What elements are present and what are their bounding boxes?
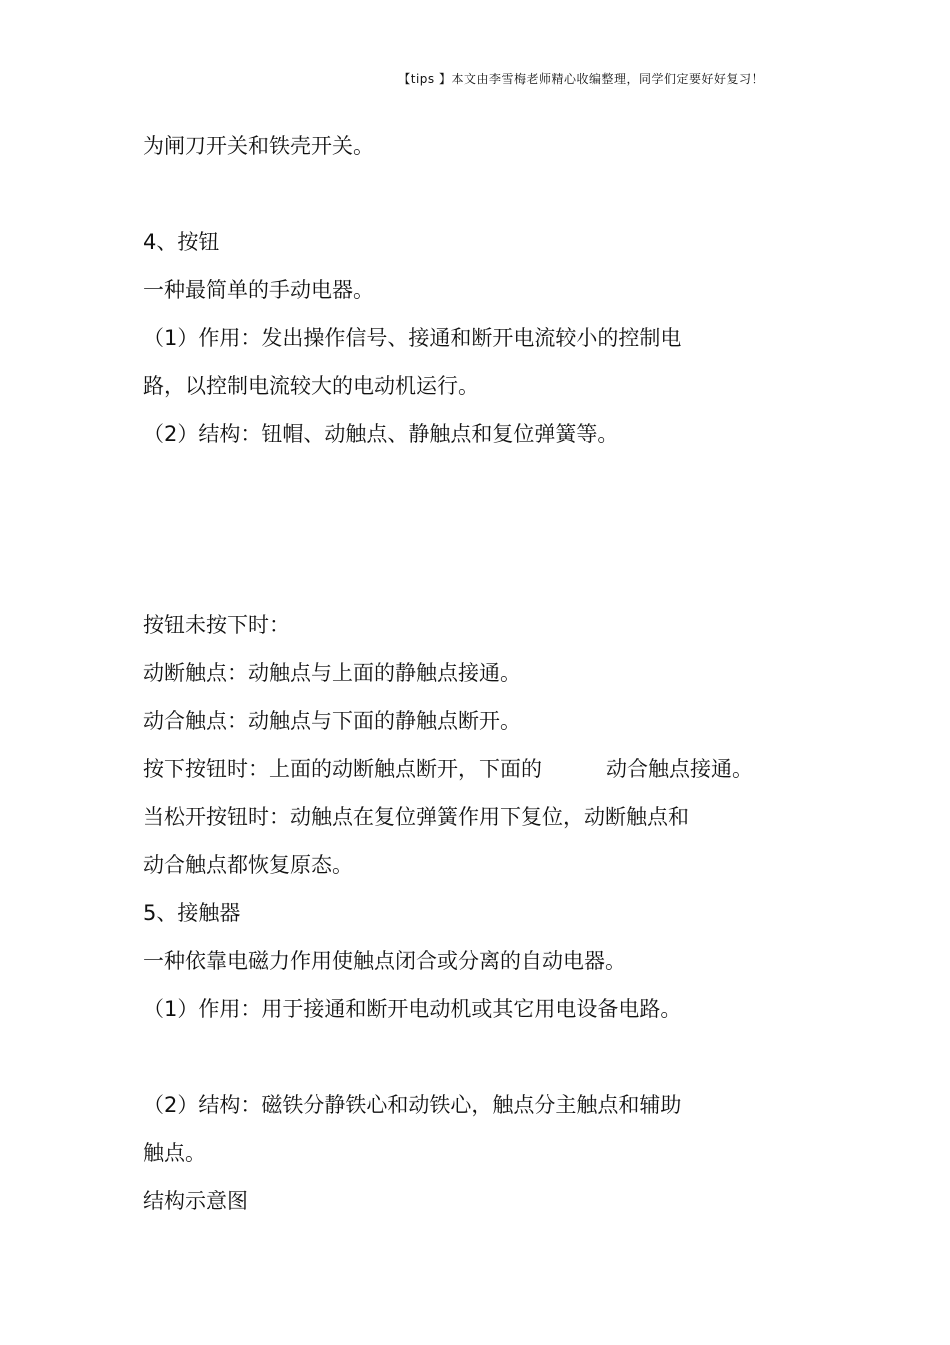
paragraph-line: （2）结构：磁铁分静铁心和动铁心，触点分主触点和辅助 bbox=[143, 1093, 682, 1117]
paragraph-line: 结构示意图 bbox=[143, 1189, 248, 1213]
paragraph-line: 路，以控制电流较大的电动机运行。 bbox=[143, 374, 479, 398]
paragraph-line-part: 按下按钮时：上面的动断触点断开，下面的 bbox=[143, 757, 542, 781]
paragraph-line: 当松开按钮时：动触点在复位弹簧作用下复位，动断触点和 bbox=[143, 805, 689, 829]
section-heading-button: 4、按钮 bbox=[143, 230, 220, 254]
paragraph-line: 动断触点：动触点与上面的静触点接通。 bbox=[143, 661, 521, 685]
paragraph-line bbox=[143, 756, 753, 782]
header-note: 【tips 】本文由李雪梅老师精心收编整理，同学们定要好好复习！ bbox=[398, 72, 764, 86]
paragraph-line: 动合触点都恢复原态。 bbox=[143, 853, 353, 877]
paragraph-line: （1）作用：用于接通和断开电动机或其它用电设备电路。 bbox=[143, 997, 682, 1021]
paragraph-line: 触点。 bbox=[143, 1141, 206, 1165]
paragraph-line: 为闸刀开关和铁壳开关。 bbox=[143, 134, 374, 158]
section-heading-contactor: 5、接触器 bbox=[143, 901, 241, 925]
paragraph-line: 按钮未按下时： bbox=[143, 613, 290, 637]
paragraph-line: （1）作用：发出操作信号、接通和断开电流较小的控制电 bbox=[143, 326, 682, 350]
paragraph-line: 一种最简单的手动电器。 bbox=[143, 278, 374, 302]
paragraph-line: （2）结构：钮帽、动触点、静触点和复位弹簧等。 bbox=[143, 422, 619, 446]
paragraph-line: 动合触点：动触点与下面的静触点断开。 bbox=[143, 709, 521, 733]
paragraph-line-part: 动合触点接通。 bbox=[606, 757, 753, 781]
paragraph-line: 一种依靠电磁力作用使触点闭合或分离的自动电器。 bbox=[143, 949, 626, 973]
